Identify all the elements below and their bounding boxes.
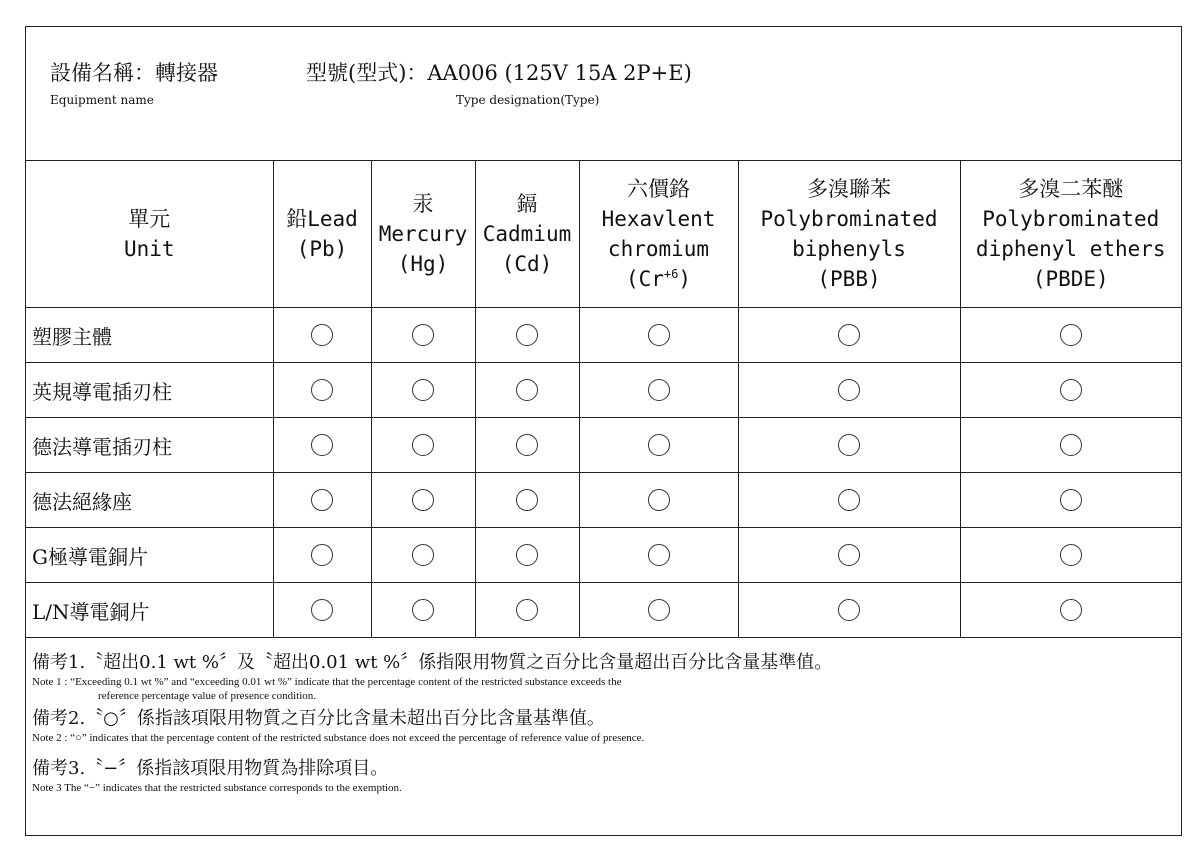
substance-status-cell: [738, 418, 960, 473]
substance-status-cell: [475, 363, 579, 418]
circle-mark-icon: [412, 599, 434, 621]
column-pbde-en2: diphenyl ethers: [975, 237, 1166, 261]
circle-mark-icon: [311, 489, 333, 511]
substance-status-cell: [579, 473, 738, 528]
substance-status-cell: [371, 528, 475, 583]
table-row: [26, 418, 1181, 473]
component-name: 英規導電插刃柱: [26, 363, 273, 418]
substance-status-cell: [579, 363, 738, 418]
substance-status-cell: [738, 583, 960, 638]
component-name: L/N導電銅片: [26, 583, 273, 638]
circle-mark-icon: [412, 324, 434, 346]
table-row: [26, 583, 1181, 638]
column-chromium-en: Hexavlent: [601, 207, 716, 231]
substance-status-cell: [738, 308, 960, 363]
substance-status-cell: [273, 363, 371, 418]
table-row: [26, 363, 1181, 418]
type-designation-zh: 型號(型式)：AA006 (125V 15A 2P+E): [306, 61, 692, 85]
document-header: [26, 27, 1181, 161]
component-name: 塑膠主體: [26, 308, 273, 363]
column-mercury-en: Mercury: [378, 222, 468, 246]
circle-mark-icon: [838, 379, 860, 401]
note-1-en-continued: reference percentage value of presence condition.: [98, 690, 317, 702]
substance-status-cell: [371, 308, 475, 363]
substance-status-cell: [960, 473, 1181, 528]
column-chromium-en2: chromium: [607, 237, 710, 261]
circle-mark-icon: [1060, 434, 1082, 456]
table-header-row: [26, 161, 1181, 308]
substance-status-cell: [273, 583, 371, 638]
column-unit-zh: 單元: [128, 207, 171, 231]
substance-status-cell: [960, 583, 1181, 638]
substance-status-cell: [475, 528, 579, 583]
circle-mark-icon: [311, 379, 333, 401]
note-3-en: Note 3 The “−” indicates that the restricted substance corresponds to the exemption.: [32, 782, 402, 794]
column-header-cadmium: [475, 161, 579, 308]
column-cadmium-symbol: (Cd): [501, 252, 553, 276]
circle-mark-icon: [838, 544, 860, 566]
component-name: 德法絕緣座: [26, 473, 273, 528]
substance-status-cell: [579, 583, 738, 638]
substance-status-cell: [273, 528, 371, 583]
substance-status-cell: [960, 308, 1181, 363]
circle-mark-icon: [516, 379, 538, 401]
column-pbde-symbol: (PBDE): [1032, 267, 1109, 291]
substance-status-cell: [738, 473, 960, 528]
substance-status-cell: [371, 583, 475, 638]
column-header-pbde: [960, 161, 1181, 308]
column-header-lead: [273, 161, 371, 308]
substance-status-cell: [273, 473, 371, 528]
table-row: [26, 473, 1181, 528]
column-pbb-symbol: (PBB): [817, 267, 881, 291]
circle-mark-icon: [311, 544, 333, 566]
column-lead-en: Lead: [307, 207, 358, 231]
note-1-en: Note 1 : “Exceeding 0.1 wt %” and “exceeding 0.01 wt %” indicate that the percentage content of the restricted substance exceeds the: [32, 676, 622, 688]
circle-mark-icon: [412, 544, 434, 566]
circle-mark-icon: [838, 434, 860, 456]
circle-mark-icon: [648, 489, 670, 511]
circle-mark-icon: [311, 324, 333, 346]
substance-status-cell: [371, 418, 475, 473]
rohs-declaration-document: [25, 26, 1182, 836]
column-pbb-en: Polybrominated: [760, 207, 938, 231]
circle-mark-icon: [516, 544, 538, 566]
column-chromium-symbol: $(Cr^{+6})$: [625, 267, 692, 291]
note-2-en: Note 2 : “○” indicates that the percentage content of the restricted substance does not exceed the percentage of reference value of presence.: [32, 732, 645, 744]
circle-mark-icon: [516, 489, 538, 511]
column-cadmium-zh: 鎘: [516, 192, 538, 216]
circle-mark-icon: [1060, 544, 1082, 566]
circle-mark-icon: [1060, 599, 1082, 621]
substance-status-cell: [579, 418, 738, 473]
column-header-hexavalent-chromium: [579, 161, 738, 308]
circle-mark-icon: [412, 379, 434, 401]
component-name: 德法導電插刃柱: [26, 418, 273, 473]
column-pbb-zh: 多溴聯苯: [807, 177, 891, 201]
column-pbb-en2: biphenyls: [792, 237, 906, 261]
column-header-mercury: [371, 161, 475, 308]
table-row: [26, 308, 1181, 363]
circle-mark-icon: [648, 434, 670, 456]
type-designation-en: Type designation(Type): [456, 93, 600, 107]
substance-status-cell: [475, 308, 579, 363]
substance-status-cell: [273, 308, 371, 363]
notes-section: [26, 651, 1187, 795]
circle-mark-icon: [1060, 379, 1082, 401]
restricted-substances-table: [26, 161, 1181, 638]
column-lead-symbol: (Pb): [296, 237, 348, 261]
circle-mark-icon: [1060, 324, 1082, 346]
component-name: G極導電銅片: [26, 528, 273, 583]
column-unit-en: Unit: [123, 237, 175, 261]
circle-mark-icon: [516, 599, 538, 621]
substance-status-cell: [738, 363, 960, 418]
column-chromium-zh: 六價鉻: [627, 177, 690, 201]
circle-mark-icon: [648, 599, 670, 621]
column-mercury-zh: 汞: [412, 192, 434, 216]
circle-mark-icon: [516, 434, 538, 456]
circle-mark-icon: [648, 379, 670, 401]
circle-mark-icon: [516, 324, 538, 346]
equipment-name-zh: 設備名稱：轉接器: [50, 61, 218, 85]
substance-status-cell: [475, 418, 579, 473]
circle-mark-icon: [648, 544, 670, 566]
substance-status-cell: [579, 528, 738, 583]
circle-mark-icon: [648, 324, 670, 346]
table-row: [26, 528, 1181, 583]
substance-status-cell: [579, 308, 738, 363]
equipment-name-en: Equipment name: [50, 93, 154, 107]
note-1-zh: 備考1.〝超出0.1 wt %〞及〝超出0.01 wt %〞係指限用物質之百分比含量超出百分比含量基準值。: [32, 652, 833, 673]
substance-status-cell: [738, 528, 960, 583]
column-cadmium-en: Cadmium: [482, 222, 572, 246]
circle-mark-icon: [838, 489, 860, 511]
substance-status-cell: [960, 363, 1181, 418]
substance-status-cell: [371, 473, 475, 528]
substance-status-cell: [960, 418, 1181, 473]
circle-mark-icon: [412, 489, 434, 511]
column-header-pbb: [738, 161, 960, 308]
column-mercury-symbol: (Hg): [397, 252, 449, 276]
note-2-zh: 備考2.〝○〞係指該項限用物質之百分比含量未超出百分比含量基準值。: [32, 708, 605, 729]
circle-mark-icon: [1060, 489, 1082, 511]
circle-mark-icon: [838, 324, 860, 346]
substance-status-cell: [371, 363, 475, 418]
substance-status-cell: [960, 528, 1181, 583]
circle-mark-icon: [311, 434, 333, 456]
substance-status-cell: [475, 583, 579, 638]
column-lead-zh: 鉛: [286, 207, 308, 231]
column-pbde-zh: 多溴二苯醚: [1018, 177, 1124, 201]
column-header-unit: [26, 161, 273, 308]
circle-mark-icon: [311, 599, 333, 621]
substance-status-cell: [475, 473, 579, 528]
circle-mark-icon: [412, 434, 434, 456]
circle-mark-icon: [838, 599, 860, 621]
column-pbde-en: Polybrominated: [982, 207, 1160, 231]
note-3-zh: 備考3.〝−〞係指該項限用物質為排除項目。: [32, 758, 389, 779]
substance-status-cell: [273, 418, 371, 473]
